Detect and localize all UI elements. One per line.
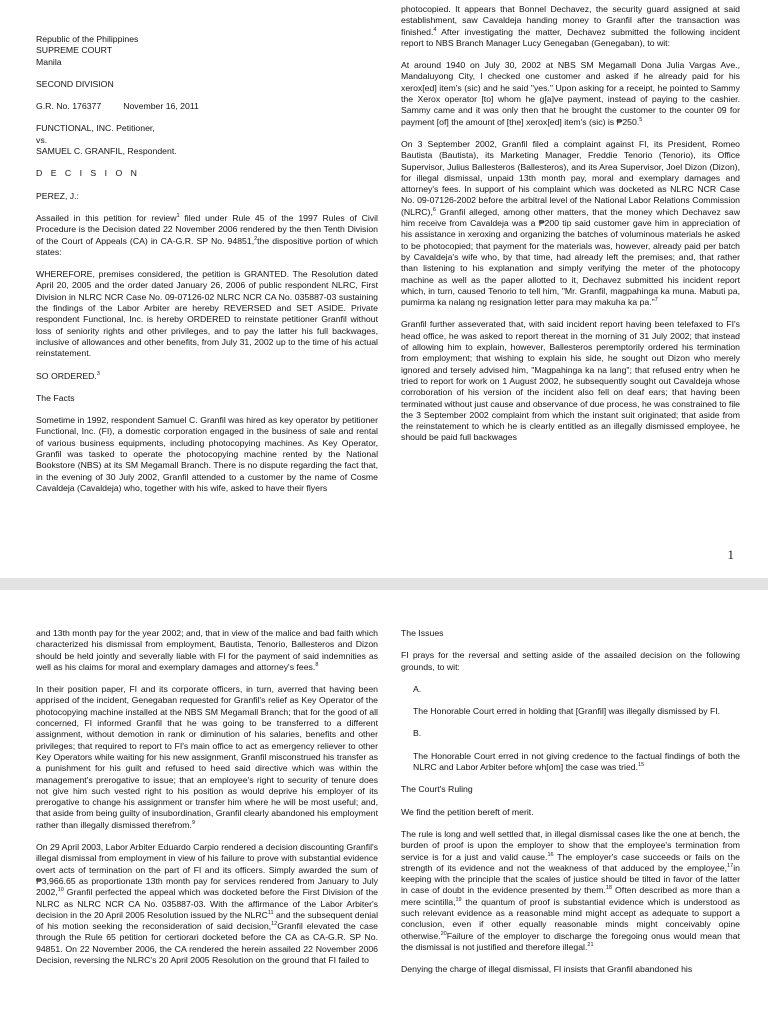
further-paragraph: Granfil further asseverated that, with said incident report having been telefaxed to FI's head office, he was asked to report thereat in the morning of 31 July 2002; that instead of allowing him to explain, however, Ballesteros peremptorily ordered his termination from employment; that wishing to explain his side, he sought out Dizon who merely ignored and tersely advised him, "Magpahinga ka na lang"; that refused entry when he tried to report for work on 1 August 2002, he subsequently sought out Cavaldeja whose corroboration of his version of the incident also fell on deaf ears; that having been terminated without just cause and observance of due process, he was constrained to file the 3 September 2002 complaint from which the instant suit originated; that aside from the reinstatement to which he is clearly entitled as an illegally dismissed employee, he should be paid full backwages — [401, 319, 741, 443]
footnote-ref[interactable]: 8 — [315, 662, 319, 668]
footnote-ref[interactable]: 20 — [440, 930, 447, 937]
so-ordered — [36, 371, 378, 382]
page-separator — [0, 578, 768, 590]
report-text: At around 1940 on July 30, 2002 at NBS SM Megamall Dona Julia Vargas Ave., Mandaluyong City, I checked one customer and asked if he already paid for his xerox[ed] item's (sic) and he said "yes." Upon asking for a receipt, he pointed to Sammy the Xerox operator [to] whom he g[a]ve payment, instead of paying to the cashier. Sammy came and it was only then that he brought the customer to the counter 09 for payment [of] the amount of [the] xerox[ed] item's (sic) is ₱250. — [401, 60, 740, 127]
labor-arbiter-paragraph — [36, 842, 378, 966]
complaint-paragraph — [401, 139, 740, 308]
page-2 — [0, 590, 768, 1024]
incident-report-quote — [401, 60, 740, 128]
decision-date: November 16, 2011 — [123, 101, 199, 112]
footnote-ref[interactable]: 19 — [455, 896, 462, 903]
incident-text-b: After investigating the matter, Dechavez submitted the following incident report to NBS Branch Manager Lucy Genegaban (Genegaban), to wit: — [401, 26, 740, 48]
denying-paragraph: Denying the charge of illegal dismissal, FI insists that Granfil abandoned his — [401, 964, 693, 975]
complaint-text-b: Granfil alleged, among other matters, that the money which Dechavez saw him receive from Cavaldeja was a ₱200 tip said customer gave him in appreciation of his assistance in xeroxing and organizing the batches of voluminous materials he asked to be photocopied; that payment for the materials was, however, already paid per batch by Cavaldeja's wife who, by that time, had already left the premises; and, that rather than listening to his explanation and simply verifying the meter of the photocopy machine as well as the paper allotted to it, Dechavez submitted his incident report which, in turn, caused Tenorio to tell him, "Mr. Granfil, magpahinga ka muna. Mabuti pa, pumirma ka nalang ng resignation letter para may makuha ka pa." — [401, 206, 740, 308]
position-paper-paragraph — [36, 684, 378, 831]
ground-a-label: A. — [413, 683, 422, 694]
footnote-ref[interactable]: 21 — [587, 942, 594, 949]
continuation-text: and 13th month pay for the year 2002; and, that in view of the malice and bad faith which characterized his dismissal from employment, Bautista, Tenorio, Ballesteros and Dizon should be held jointly and severally liable with FI for the payment of said indemnities as well as his claims for moral and exemplary damages and attorney's fees. — [36, 628, 378, 672]
header-city: Manila — [36, 56, 62, 67]
arbiter-text-b: Granfil perfected the appeal which was docketed before the First Division of the NLRC as NLRC NCR CA No. 035887-03. With the affirmance of the Labor Arbiter's decision in the 20 April 2005 Resolution issued by the NLRC — [36, 887, 378, 920]
footnote-ref[interactable]: 5 — [639, 116, 643, 123]
gr-number: G.R. No. 176377 — [36, 101, 102, 112]
decision-heading: D E C I S I O N — [36, 168, 140, 179]
footnote-ref[interactable]: 3 — [96, 370, 100, 377]
rule-text-a: The rule is long and well settled that, in illegal dismissal cases like the one at bench, the burden of proof is upon the employer to show that the employee's termination from service is for a just and valid cause. — [401, 828, 740, 862]
rule-text-d: Often described as more than a mere scintilla, — [401, 885, 741, 907]
footnote-ref[interactable]: 16 — [547, 851, 554, 858]
footnote-ref[interactable]: 17 — [727, 862, 734, 869]
rule-text-b: The employer's case succeeds or fails on the strength of its evidence and not the weakness of that adduced by the employee, — [401, 851, 740, 873]
footnote-ref[interactable]: 15 — [638, 762, 645, 769]
continuation-paragraph — [36, 628, 378, 673]
rule-text-e: the quantum of proof is substantial evidence which is understood as such relevant evidence as a reasonable mind might accept as adequate to support a conclusion, even if other equally reasonable minds might conceivably opine otherwise. — [401, 896, 741, 941]
arbiter-text-d: Granfil elevated the case through the Rule 65 petition for certiorari docketed before the CA as CA-G.R. SP No. 94851. On 22 November 2006, the CA rendered the herein assailed 22 November 2006 Decision, reversing the NLRC's 20 April 2005 Resolution on the ground that FI failed to — [36, 921, 378, 966]
header-republic: Republic of the Philippines — [36, 34, 139, 44]
rule-text-c: in keeping with the principle that the scales of justice should be tilted in favor of the latter in case of doubt in the evidence presented by them. — [401, 862, 740, 896]
facts-heading: The Facts — [36, 392, 75, 403]
ruling-intro: We find the petition bereft of merit. — [401, 806, 534, 817]
ground-b-text — [401, 751, 740, 774]
so-ordered-text: SO ORDERED. — [36, 370, 97, 381]
page-2-right-column — [401, 590, 740, 987]
ground-b-body: The Honorable Court erred in not giving credence to the factual findings of both the NLRC and Labor Arbiter before wh[om] the case was tried. — [413, 750, 740, 773]
footnote-ref[interactable]: 12 — [271, 921, 278, 928]
complaint-text-a: On 3 September 2002, Granfil filed a complaint against FI, its President, Romeo Bautista (Bautista), its Marketing Manager, Freddie Tenorio (Tenorio), its Office Supervisor, Julius Ballesteros (Ballesteros), and its Area Supervisor, Joel Dizon (Dizon), for illegal dismissal, unpaid 13th month pay, moral and exemplary damages and attorney's fees. In support of his complaint which was docketed as NLRC NCR Case No. 09-07126-2002 before the arbitral level of the National Labor Relations Commission (NLRC), — [401, 138, 740, 217]
issues-heading: The Issues — [401, 628, 444, 638]
footnote-ref[interactable]: 6 — [432, 206, 436, 213]
incident-text-a: photocopied. It appears that Bonnel Dechavez, the security guard assigned at said establishment, saw Cavaldeja handing money to Granfil after the transaction was finished. — [401, 4, 740, 37]
page-1-left-column — [36, 0, 378, 505]
arbiter-text-a: On 29 April 2003, Labor Arbiter Eduardo Carpio rendered a decision discounting Granfil's illegal dismissal from employment in view of his failure to prove with substantial evidence overt acts of termination on the part of FI and its officers. Simply awarded the sum of ₱3,966.65 as proportionate 13th month pay for services rendered from January to July 2002, — [36, 842, 378, 898]
header-court: SUPREME COURT — [36, 45, 113, 56]
footnote-ref[interactable]: 9 — [191, 819, 196, 826]
intro-text-a: Assailed in this petition for review — [36, 212, 177, 223]
ruling-heading: The Court's Ruling — [401, 784, 473, 795]
facts-paragraph: Sometime in 1992, respondent Samuel C. Granfil was hired as key operator by petitioner Functional, Inc. (FI), a domestic corporation engaged in the business of sale and rental of various business equipments, including photocopying machines. As Key Operator, Granfil was tasked to operate the photocopying machine rented by the National Bookstore (NBS) at its SM Megamall Branch. There is no dispute regarding the fact that, in the evening of 30 July 2002, Granfil attended to a customer by the name of Cosme Cavaldeja (Cavaldeja) who, together with his wife, asked to have their flyers — [36, 415, 378, 493]
issues-intro: FI prays for the reversal and setting aside of the assailed decision on the following grounds, to wit: — [401, 650, 740, 672]
dispositive-quote: WHEREFORE, premises considered, the petition is GRANTED. The Resolution dated April 20, 2005 and the order dated January 26, 2006 of public respondent NLRC, First Division in NLRC NCR Case No. 09-07126-02 NLRC NCR CA No. 035887-03 sustaining the findings of the Labor Arbiter are hereby REVERSED and SET ASIDE. Private respondent Functional, Inc. is hereby ORDERED to reinstate petitioner Granfil without loss of seniority rights and other privileges, and to pay the latter his full backwages, inclusive of allowances and other benefits, from July 31, 2002 up to the time of his actual reinstatement. — [36, 269, 378, 359]
arbiter-text-c: and the subsequent denial of his motion seeking the reconsideration of said decision, — [36, 909, 378, 932]
ground-b-label: B. — [413, 728, 422, 739]
ponente: PEREZ, J.: — [36, 190, 79, 201]
rule-text-f: Failure of the employer to discharge the foregoing onus would mean that the dismissal is not justified and therefore illegal. — [401, 930, 740, 952]
footnote-ref[interactable]: 18 — [605, 885, 612, 892]
intro-paragraph — [36, 213, 378, 258]
burden-of-proof-paragraph — [401, 829, 740, 953]
intro-text-b: filed under Rule 45 of the 1997 Rules of Civil Procedure is the Decision dated 22 November 2006 rendered by the then Tenth Division of the Court of Appeals (CA) in CA-G.R. SP No. 94851, — [36, 212, 378, 246]
party-respondent: SAMUEL C. GRANFIL, Respondent. — [36, 146, 177, 157]
page-2-left-column — [36, 590, 378, 977]
ground-a-text: The Honorable Court erred in holding that [Granfil] was illegally dismissed by FI. — [413, 706, 721, 717]
division-heading: SECOND DIVISION — [36, 78, 114, 89]
page-number: 1 — [727, 547, 734, 562]
case-line — [36, 101, 378, 112]
intro-text-c: the dispositive portion of which states: — [36, 235, 378, 257]
incident-paragraph — [401, 4, 740, 49]
footnote-ref[interactable]: 1 — [176, 213, 180, 220]
footnote-ref[interactable]: 2 — [254, 235, 258, 242]
page-1-right-column — [401, 0, 740, 455]
footnote-ref[interactable]: 11 — [267, 909, 274, 916]
footnote-ref[interactable]: 10 — [57, 887, 64, 894]
footnote-ref[interactable]: 7 — [654, 297, 658, 304]
party-versus: vs. — [36, 134, 48, 145]
footnote-ref[interactable]: 4 — [433, 26, 437, 33]
position-text: In their position paper, FI and its corporate officers, in turn, averred that having been apprised of the incident, Genegaban requested for Granfil's relief as Key Operator of the photocopying machine installed at the NBS SM Megamall Branch; that for the good of all concerned, FI informed Granfil that he was going to be transferred to a different assignment, without demotion in rank or diminution of his salaries, benefits and other privileges; that required to report to FI's main office to act as emergency reliever to other Key Operators while waiting for his new assignment, Granfil misconstrued his transfer as a punishment for his guilt and refused to heed said directive which was within the management's prerogative to issue; that an employee's right to security of tenure does not give him such vested right to his position as would deprive his employer of its prerogative to change his assignment or transfer him where he will be most useful; and, that aside from being guilty of insubordination, Granfil clearly abandoned his employment rather than illegally dismissed therefrom. — [36, 684, 378, 830]
party-petitioner: FUNCTIONAL, INC. Petitioner, — [36, 123, 155, 134]
